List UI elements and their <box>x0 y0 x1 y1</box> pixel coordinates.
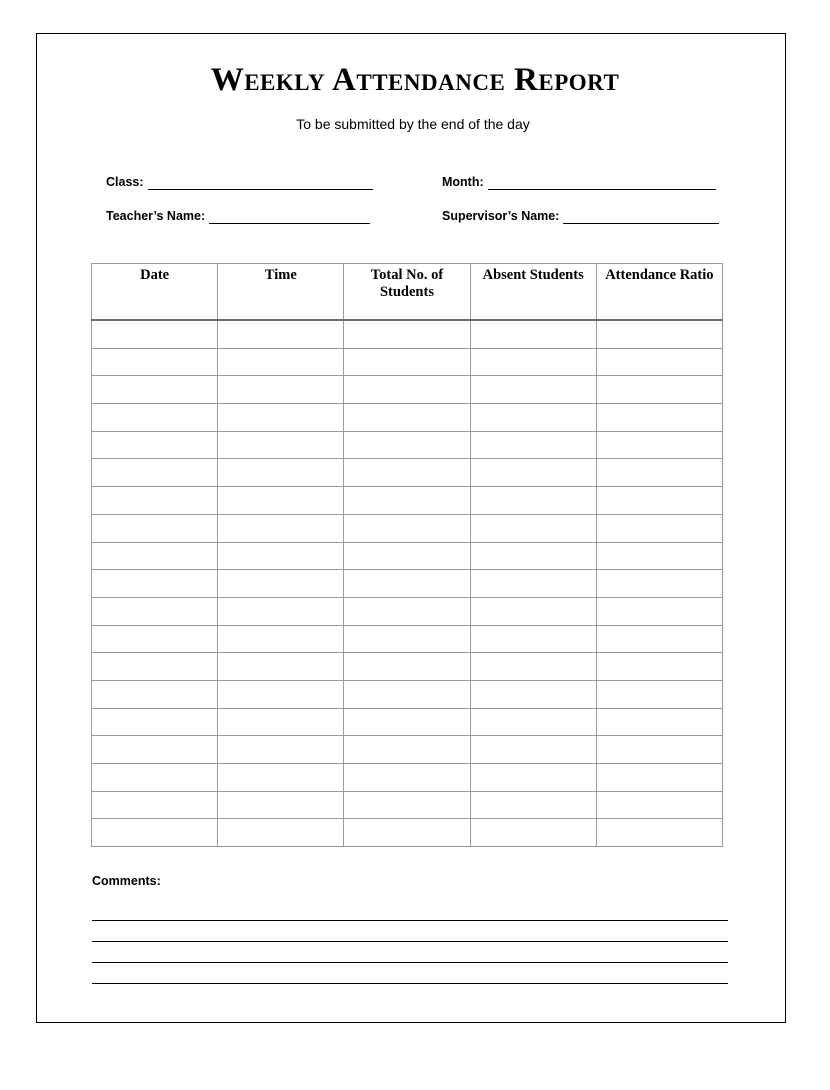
table-cell-attendance-ratio[interactable] <box>596 348 722 376</box>
table-cell-time[interactable] <box>218 487 344 515</box>
comment-line[interactable] <box>92 962 728 963</box>
table-row <box>92 819 723 847</box>
month-label: Month: <box>442 175 484 189</box>
table-cell-date[interactable] <box>92 459 218 487</box>
table-body <box>92 320 723 847</box>
table-cell-time[interactable] <box>218 653 344 681</box>
table-cell-time[interactable] <box>218 708 344 736</box>
table-cell-total-students[interactable] <box>344 570 470 598</box>
table-cell-time[interactable] <box>218 597 344 625</box>
table-cell-date[interactable] <box>92 791 218 819</box>
column-header-date: Date <box>92 264 218 321</box>
table-cell-total-students[interactable] <box>344 791 470 819</box>
table-cell-absent-students[interactable] <box>470 819 596 847</box>
attendance-table <box>91 263 723 847</box>
table-cell-time[interactable] <box>218 320 344 348</box>
supervisor-name-blank-line[interactable] <box>563 211 719 224</box>
table-cell-date[interactable] <box>92 487 218 515</box>
table-row <box>92 764 723 792</box>
table-cell-attendance-ratio[interactable] <box>596 542 722 570</box>
table-cell-total-students[interactable] <box>344 404 470 432</box>
table-row <box>92 791 723 819</box>
table-cell-attendance-ratio[interactable] <box>596 487 722 515</box>
table-cell-time[interactable] <box>218 431 344 459</box>
table-cell-absent-students[interactable] <box>470 597 596 625</box>
column-header-absent-students: Absent Students <box>470 264 596 321</box>
table-cell-absent-students[interactable] <box>470 570 596 598</box>
table-row <box>92 514 723 542</box>
table-cell-total-students[interactable] <box>344 625 470 653</box>
table-cell-absent-students[interactable] <box>470 320 596 348</box>
table-cell-date[interactable] <box>92 764 218 792</box>
table-cell-date[interactable] <box>92 514 218 542</box>
table-cell-time[interactable] <box>218 680 344 708</box>
teacher-name-label: Teacher’s Name: <box>106 209 206 223</box>
table-cell-total-students[interactable] <box>344 680 470 708</box>
table-cell-time[interactable] <box>218 542 344 570</box>
table-cell-date[interactable] <box>92 597 218 625</box>
table-cell-time[interactable] <box>218 736 344 764</box>
table-cell-absent-students[interactable] <box>470 404 596 432</box>
table-row <box>92 736 723 764</box>
table-cell-time[interactable] <box>218 819 344 847</box>
table-row <box>92 459 723 487</box>
table-cell-absent-students[interactable] <box>470 708 596 736</box>
table-cell-date[interactable] <box>92 320 218 348</box>
table-cell-total-students[interactable] <box>344 320 470 348</box>
table-cell-total-students[interactable] <box>344 431 470 459</box>
table-cell-date[interactable] <box>92 653 218 681</box>
table-cell-time[interactable] <box>218 791 344 819</box>
table-row <box>92 597 723 625</box>
comment-line[interactable] <box>92 941 728 942</box>
table-cell-total-students[interactable] <box>344 708 470 736</box>
table-cell-date[interactable] <box>92 736 218 764</box>
table-cell-absent-students[interactable] <box>470 514 596 542</box>
table-cell-date[interactable] <box>92 542 218 570</box>
column-header-attendance-ratio: Attendance Ratio <box>596 264 722 321</box>
table-cell-date[interactable] <box>92 680 218 708</box>
table-cell-time[interactable] <box>218 459 344 487</box>
table-row <box>92 653 723 681</box>
column-header-time: Time <box>218 264 344 321</box>
table-cell-date[interactable] <box>92 376 218 404</box>
table-row <box>92 404 723 432</box>
table-cell-attendance-ratio[interactable] <box>596 625 722 653</box>
table-cell-total-students[interactable] <box>344 459 470 487</box>
table-cell-date[interactable] <box>92 819 218 847</box>
table-cell-date[interactable] <box>92 570 218 598</box>
teacher-name-blank-line[interactable] <box>209 211 370 224</box>
table-cell-total-students[interactable] <box>344 487 470 515</box>
table-cell-total-students[interactable] <box>344 348 470 376</box>
table-cell-total-students[interactable] <box>344 597 470 625</box>
table-row <box>92 348 723 376</box>
table-row <box>92 542 723 570</box>
table-row <box>92 570 723 598</box>
comments-label: Comments: <box>92 874 161 888</box>
table-cell-attendance-ratio[interactable] <box>596 459 722 487</box>
table-cell-absent-students[interactable] <box>470 542 596 570</box>
table-row <box>92 431 723 459</box>
class-label: Class: <box>106 175 144 189</box>
supervisor-name-label: Supervisor’s Name: <box>442 209 560 223</box>
table-cell-absent-students[interactable] <box>470 680 596 708</box>
comment-line[interactable] <box>92 983 728 984</box>
table-cell-absent-students[interactable] <box>470 487 596 515</box>
table-cell-time[interactable] <box>218 570 344 598</box>
table-cell-total-students[interactable] <box>344 653 470 681</box>
table-cell-absent-students[interactable] <box>470 431 596 459</box>
class-blank-line[interactable] <box>148 177 373 190</box>
table-cell-absent-students[interactable] <box>470 764 596 792</box>
table-cell-attendance-ratio[interactable] <box>596 653 722 681</box>
column-header-total-students: Total No. of Students <box>344 264 470 321</box>
table-header-row <box>92 264 723 321</box>
table-cell-attendance-ratio[interactable] <box>596 514 722 542</box>
table-cell-absent-students[interactable] <box>470 348 596 376</box>
table-cell-attendance-ratio[interactable] <box>596 404 722 432</box>
comment-line[interactable] <box>92 920 728 921</box>
table-cell-attendance-ratio[interactable] <box>596 736 722 764</box>
document-subtitle: To be submitted by the end of the day <box>296 116 530 132</box>
supervisor-name-field <box>442 208 719 224</box>
table-cell-date[interactable] <box>92 708 218 736</box>
table-cell-absent-students[interactable] <box>470 736 596 764</box>
table-cell-time[interactable] <box>218 348 344 376</box>
table-cell-attendance-ratio[interactable] <box>596 819 722 847</box>
table-cell-date[interactable] <box>92 404 218 432</box>
table-cell-attendance-ratio[interactable] <box>596 764 722 792</box>
document-title: Weekly Attendance Report <box>210 62 620 98</box>
table-cell-time[interactable] <box>218 514 344 542</box>
table-cell-total-students[interactable] <box>344 736 470 764</box>
table-cell-total-students[interactable] <box>344 819 470 847</box>
table-cell-time[interactable] <box>218 764 344 792</box>
table-cell-date[interactable] <box>92 625 218 653</box>
table-row <box>92 625 723 653</box>
month-blank-line[interactable] <box>488 177 716 190</box>
teacher-name-field <box>106 208 370 224</box>
table-cell-attendance-ratio[interactable] <box>596 597 722 625</box>
table-row <box>92 376 723 404</box>
table-cell-total-students[interactable] <box>344 514 470 542</box>
table-row <box>92 487 723 515</box>
table-cell-attendance-ratio[interactable] <box>596 320 722 348</box>
table-row <box>92 708 723 736</box>
table-cell-attendance-ratio[interactable] <box>596 791 722 819</box>
table-cell-absent-students[interactable] <box>470 376 596 404</box>
table-row <box>92 320 723 348</box>
table-cell-attendance-ratio[interactable] <box>596 680 722 708</box>
table-cell-time[interactable] <box>218 404 344 432</box>
table-cell-attendance-ratio[interactable] <box>596 376 722 404</box>
table-row <box>92 680 723 708</box>
class-field <box>106 174 373 190</box>
table-cell-time[interactable] <box>218 376 344 404</box>
table-cell-total-students[interactable] <box>344 376 470 404</box>
table-cell-time[interactable] <box>218 625 344 653</box>
table-cell-absent-students[interactable] <box>470 459 596 487</box>
table-cell-absent-students[interactable] <box>470 625 596 653</box>
table-cell-absent-students[interactable] <box>470 653 596 681</box>
table-cell-attendance-ratio[interactable] <box>596 431 722 459</box>
table-cell-absent-students[interactable] <box>470 791 596 819</box>
table-cell-attendance-ratio[interactable] <box>596 708 722 736</box>
table-cell-total-students[interactable] <box>344 764 470 792</box>
month-field <box>442 174 716 190</box>
table-cell-total-students[interactable] <box>344 542 470 570</box>
table-cell-date[interactable] <box>92 431 218 459</box>
table-cell-attendance-ratio[interactable] <box>596 570 722 598</box>
table-cell-date[interactable] <box>92 348 218 376</box>
